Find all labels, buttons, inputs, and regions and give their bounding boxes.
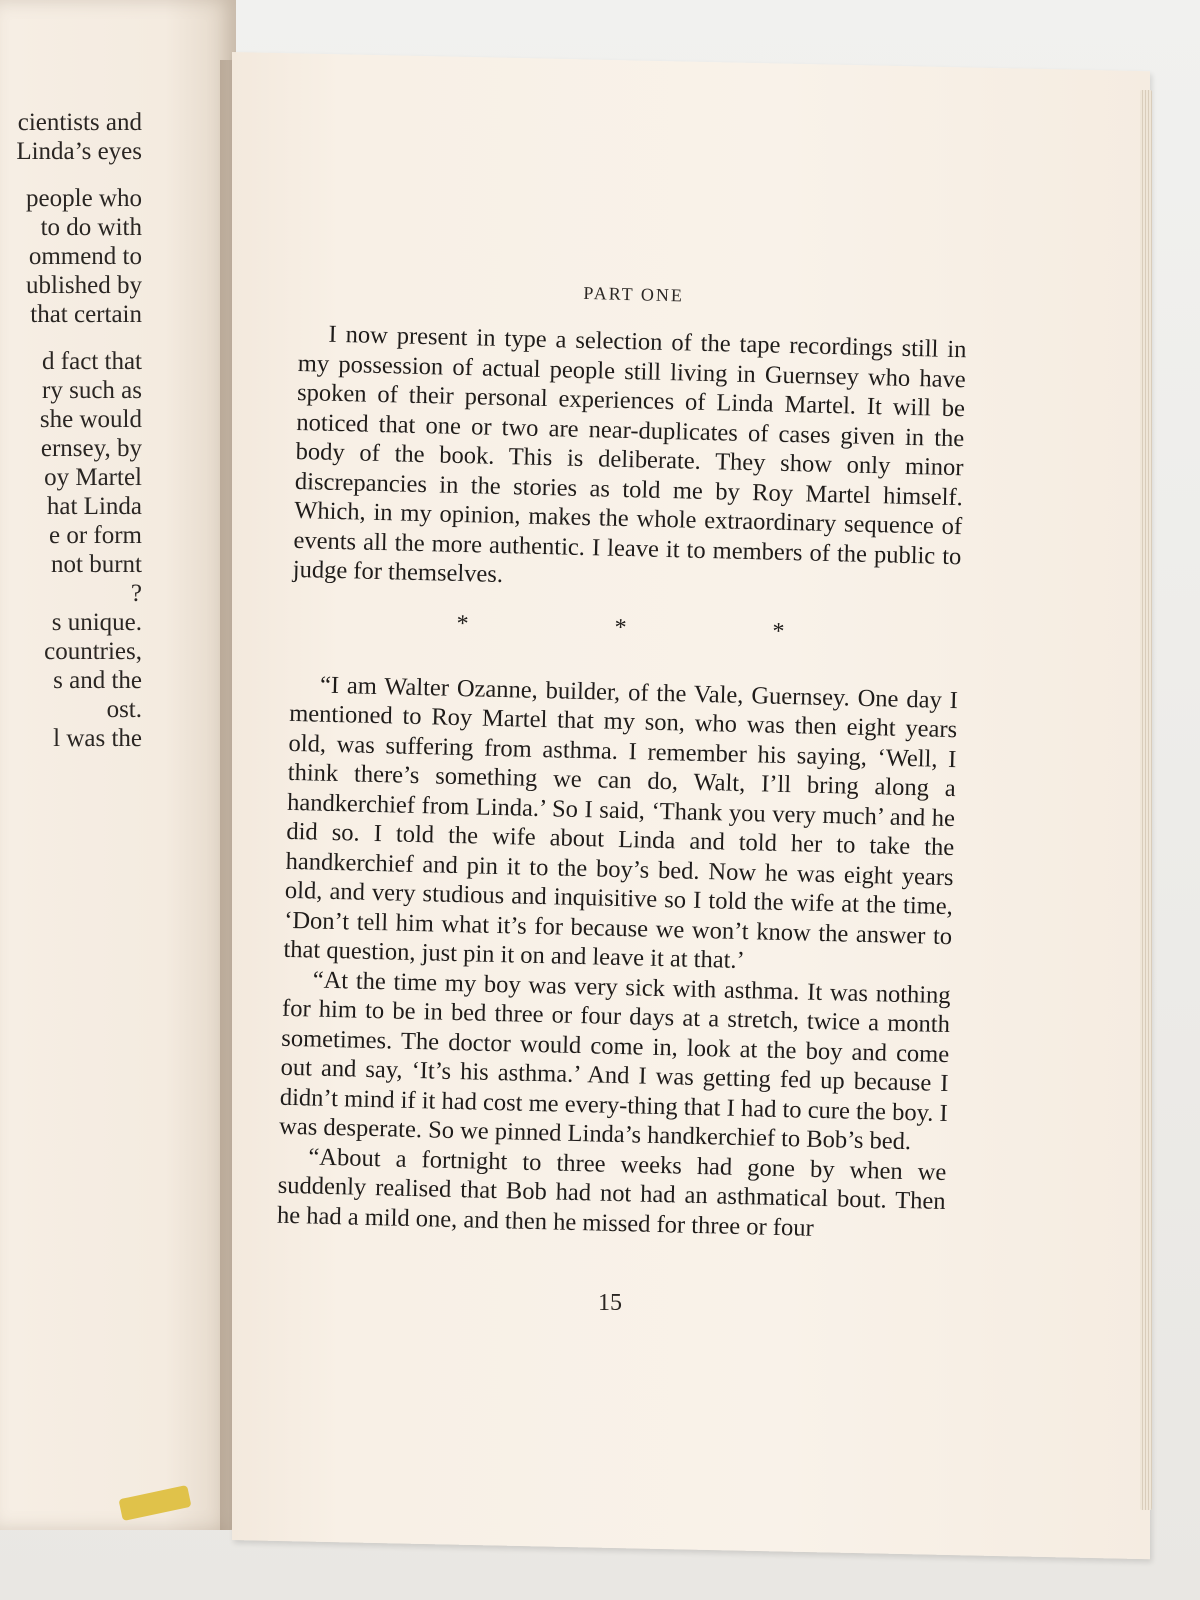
right-page-text [277, 276, 968, 1246]
left-line: ost. [106, 696, 142, 723]
left-line: s and the [53, 667, 142, 694]
left-line: to do with [40, 214, 142, 241]
left-line: l was the [53, 725, 142, 752]
left-line-gap [0, 329, 142, 347]
left-line: people who [26, 185, 142, 212]
part-heading: PART ONE [583, 282, 685, 306]
section-separator: * * * [456, 610, 855, 647]
page-edge [1140, 90, 1152, 1510]
left-line: e or form [48, 522, 142, 549]
left-line: she would [39, 406, 142, 433]
body-paragraph: “About a fortnight to three weeks had gone by when we suddenly realised that Bob had not had an asthmatical bout. Then he had a mild one, and then he missed for three or four [276, 1142, 947, 1242]
left-line: countries, [44, 638, 142, 665]
left-page-text [0, 108, 142, 753]
body-paragraph: “I am Walter Ozanne, builder, of the Vale, Guernsey. One day I mentioned to Roy Martel that my son, who was then eight years old, was suffering from asthma. I remember his saying, ‘Well, I think there’s something we can do, Walt, I’ll bring along a handkerchief from Linda.’ So I said, ‘Thank you very much’ and he did so. I told the wife about Linda and told her to take the handkerchief and pin it to the boy’s bed. Now he was eight years old, and very studious and inquisitive so I told the wife at the time, ‘Don’t tell him what it’s for because we won’t know the answer to that question, just pin it on and leave it at that.’ [283, 671, 959, 975]
left-line: ublished by [26, 272, 142, 299]
left-line: ommend to [28, 243, 142, 270]
left-line: d fact that [42, 348, 142, 375]
body-paragraph: “At the time my boy was very sick with asthma. It was nothing for him to be in bed three or four days at a stretch, twice a month sometimes. The doctor would come in, look at the boy and come out and say, ‘It’s his asthma.’ And I was getting fed up because I didn’t mind if it had cost me every-thing that I had to cure the boy. I was desperate. So we pinned Linda’s handkerchief to Bob’s bed. [278, 966, 951, 1156]
left-line: Linda’s eyes [16, 138, 142, 165]
left-line: hat Linda [46, 493, 142, 520]
left-line: not burnt [51, 551, 142, 578]
left-line: s unique. [51, 609, 142, 636]
left-line: oy Martel [44, 464, 142, 491]
page-number: 15 [598, 1290, 622, 1316]
left-line: cientists and [17, 109, 142, 136]
left-line: ? [130, 580, 142, 607]
left-line: that certain [30, 301, 142, 328]
left-page [0, 0, 236, 1530]
left-line: ry such as [42, 377, 142, 404]
left-line: ernsey, by [40, 435, 142, 462]
intro-paragraph: I now present in type a selection of the tape recordings still in my possession of actual people still living in Guernsey who have spoken of their personal experiences of Linda Martel. It will be noticed that one or two are near-duplicates of cases given in the body of the book. This is deliberate. They show only minor discrepancies in the stories as told me by Roy Martel himself. Which, in my opinion, makes the whole extraordinary sequence of events all the more authentic. I leave it to members of the public to judge for themselves. [292, 320, 967, 589]
left-line-gap [0, 166, 142, 184]
